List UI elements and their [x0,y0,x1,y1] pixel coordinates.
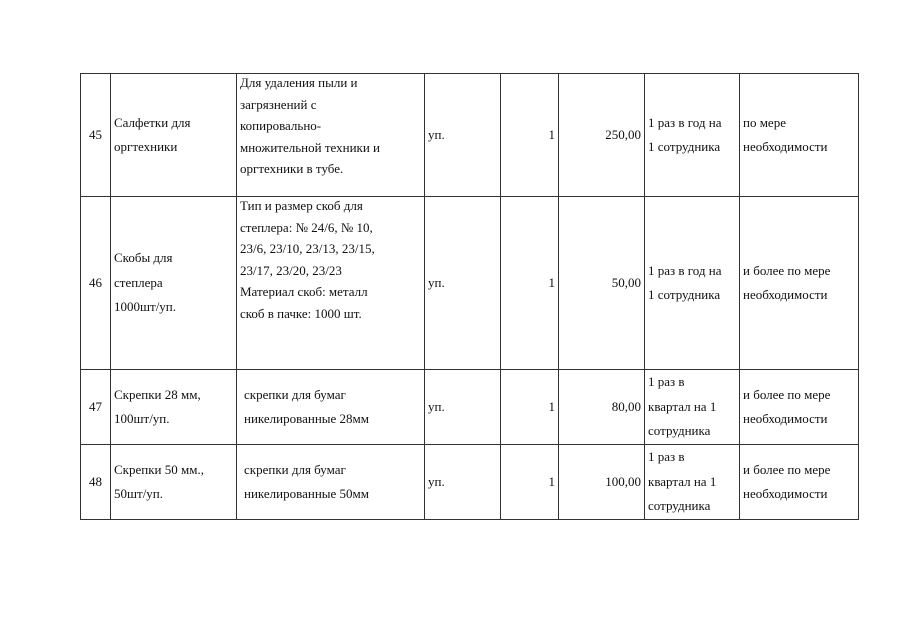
item-quantity: 1 [501,370,559,445]
item-norm [645,74,740,197]
norm-line: сотрудника [648,423,711,439]
description-line: Тип и размер скоб для [240,198,363,213]
item-name-line: Салфетки для [114,114,191,130]
item-norm [645,197,740,370]
item-quantity: 1 [501,74,559,197]
description-line: скрепки для бумаг [244,386,346,402]
item-description [237,445,425,520]
note-line: необходимости [743,139,828,154]
description-line: скоб в пачке: 1000 шт. [240,305,362,321]
item-norm [645,445,740,520]
item-name-line: Скрепки 50 мм., [114,461,204,477]
description-line: оргтехники в тубе. [240,161,344,176]
item-number: 46 [81,197,111,370]
table-row [81,74,859,197]
item-name [111,445,237,520]
item-quantity: 1 [501,445,559,520]
description-line: множительной техники и [240,139,381,155]
description-line: никелированные 28мм [244,411,369,426]
note-line: и более по мере [743,262,831,278]
item-number: 47 [81,370,111,445]
item-unit: уп. [425,197,501,370]
item-name [111,74,237,197]
table-row [81,370,859,445]
note-line: необходимости [743,411,828,426]
norm-line: 1 раз в год на [648,114,722,130]
item-name-line: 50шт/уп. [114,486,164,501]
norm-line: 1 сотрудника [648,139,721,154]
description-line: загрязнений с [240,96,317,112]
item-name-line: Скрепки 28 мм, [114,386,201,402]
description-line: степлера: № 24/6, № 10, [240,219,373,235]
item-unit: уп. [425,74,501,197]
supplies-table [80,73,859,520]
description-line: никелированные 50мм [244,486,369,501]
norm-line: 1 раз в год на [648,262,722,278]
item-note [740,74,859,197]
description-line: 23/17, 23/20, 23/23 [240,262,342,278]
item-name-line: 100шт/уп. [114,411,170,426]
item-quantity: 1 [501,197,559,370]
norm-line: 1 раз в [648,449,685,465]
item-price: 100,00 [559,445,645,520]
item-price: 250,00 [559,74,645,197]
item-price: 80,00 [559,370,645,445]
item-note [740,370,859,445]
item-unit: уп. [425,445,501,520]
note-line: необходимости [743,287,828,302]
note-line: и более по мере [743,386,831,402]
norm-line: сотрудника [648,498,711,514]
note-line: по мере [743,114,786,130]
item-name [111,370,237,445]
item-name-line: Скобы для [114,250,173,266]
item-norm [645,370,740,445]
item-name-line: оргтехники [114,139,178,154]
norm-line: квартал на 1 [648,398,717,414]
table-row [81,445,859,520]
item-description [237,370,425,445]
description-line: Материал скоб: металл [240,284,368,299]
note-line: и более по мере [743,461,831,477]
item-note [740,197,859,370]
item-name-line: 1000шт/уп. [114,299,177,315]
item-number: 48 [81,445,111,520]
item-description [237,74,425,197]
norm-line: квартал на 1 [648,473,717,489]
item-name-line: степлера [114,274,163,290]
item-description [237,197,425,370]
norm-line: 1 раз в [648,374,685,390]
item-note [740,445,859,520]
description-line: Для удаления пыли и [240,75,358,90]
description-line: 23/6, 23/10, 23/13, 23/15, [240,241,375,256]
norm-line: 1 сотрудника [648,287,721,302]
description-line: копировально- [240,118,322,133]
item-price: 50,00 [559,197,645,370]
item-unit: уп. [425,370,501,445]
description-line: скрепки для бумаг [244,461,346,477]
note-line: необходимости [743,486,828,501]
item-name [111,197,237,370]
table-row [81,197,859,370]
item-number: 45 [81,74,111,197]
